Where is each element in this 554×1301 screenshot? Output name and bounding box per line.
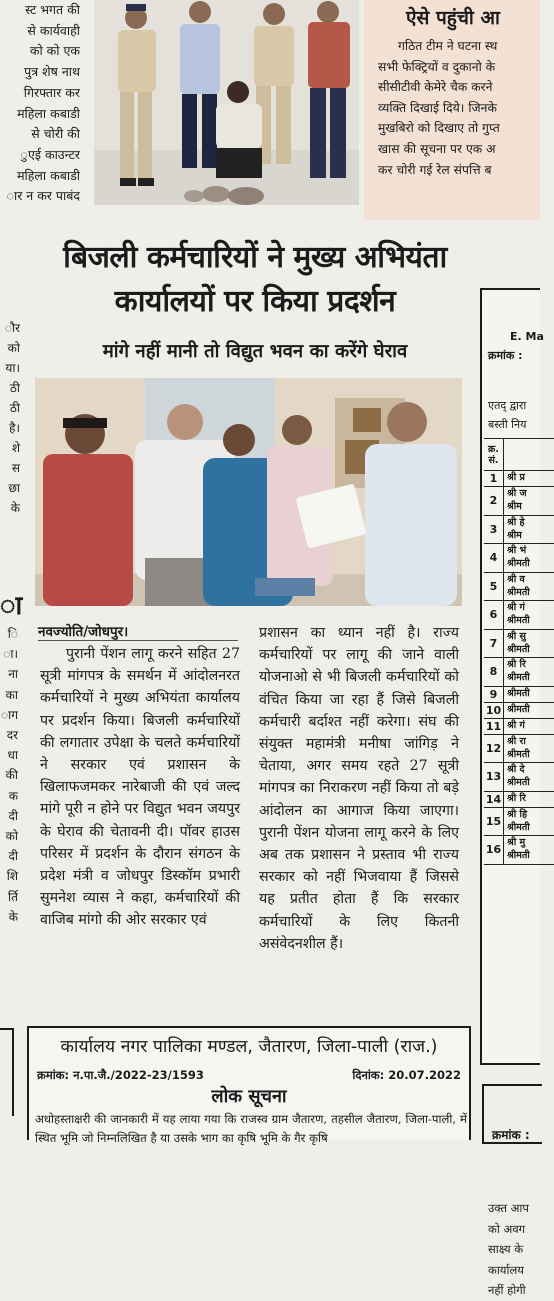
- article-column-1: पुरानी पेंशन लागू करने सहित 27 सूत्री मांगपत्र के समर्थन में आंदोलनरत कर्मचारियों ने मुख्य अभियंता कार्यालय पर प्रदर्शन किया। बिजली कर्मचारियों की लगातार उपेक्षा के चलते कर्मचारियों ने सरकार एवं प्रशासन के खिलाफजमकर नारेबाजी की एवं जल्द मांगे पूरी न होने पर विद्युत भवन जयपुर के घेराव की चेतावनी दी। पॉवर हाउस परिसर में प्रदर्शन के दौरान संगठन के प्रदेश मंत्री व जोधपुर डिस्कॉम प्रभारी सुमनेश व्यास ने कहा, कर्मचारियों की वाजिब मांगो की ओर सरकार एवं: [40, 646, 240, 929]
- row-name: श्री मु श्रीमती: [507, 837, 530, 861]
- right-notice-table: [484, 438, 554, 865]
- right-notice-fragment: [480, 288, 544, 1297]
- text-line: नहीं होगी: [488, 1283, 526, 1297]
- text-line: शे: [11, 441, 20, 455]
- table-row: [484, 763, 554, 792]
- right-notice-intro-1: एतद् द्वारा: [488, 399, 527, 412]
- row-serial: 4: [484, 544, 504, 572]
- text-line: ा।: [3, 647, 18, 662]
- text-line: खास की सूचना पर एक अ: [378, 141, 496, 156]
- row-name: श्रीमती: [507, 687, 530, 699]
- text-line: दी: [8, 808, 18, 823]
- table-row: [484, 601, 554, 630]
- text-line: को: [5, 829, 18, 844]
- bottom-right-notice-fragment: [482, 1084, 542, 1144]
- headline-line-1: बिजली कर्मचारियों ने मुख्य अभियंता: [63, 240, 447, 275]
- text-line: शि: [6, 869, 18, 884]
- text-line: या।: [5, 361, 20, 375]
- top-left-article-fragment: [0, 0, 80, 205]
- row-serial: 11: [484, 719, 504, 734]
- byline-rule: [38, 640, 238, 641]
- text-line: महिला कबाडी: [17, 167, 80, 183]
- row-name: श्री प्र: [507, 472, 525, 483]
- table-header-serial: क्र. सं.: [484, 439, 504, 470]
- text-line: की: [5, 768, 18, 783]
- text-line: सभी फेक्ट्रियों व दुकानो के: [378, 59, 496, 74]
- table-row: [484, 792, 554, 808]
- text-line: कार्यालय: [488, 1262, 524, 1277]
- table-row: [484, 703, 554, 719]
- row-name: श्री रि: [507, 792, 526, 804]
- row-serial: 9: [484, 687, 504, 702]
- text-line: गठित टीम ने घटना स्थ: [398, 39, 498, 53]
- row-serial: 7: [484, 630, 504, 658]
- row-name: श्री व श्रीमती: [507, 573, 530, 598]
- table-row: [484, 687, 554, 703]
- article-headline: [30, 236, 480, 324]
- text-line: महिला कबाडी: [17, 105, 80, 121]
- text-line: को को एक: [29, 43, 80, 59]
- top-right-heading: ऐसे पहुंची आ: [406, 7, 500, 29]
- row-serial: 3: [484, 516, 504, 544]
- table-row: [484, 658, 554, 687]
- text-line: ठी: [9, 381, 20, 395]
- row-name: श्री रि श्रीमती: [507, 659, 530, 683]
- row-serial: 2: [484, 487, 504, 515]
- table-row: [484, 735, 554, 764]
- bottom-left-box-fragment: [0, 1028, 14, 1116]
- table-row: [484, 808, 554, 837]
- text-line: छा: [8, 481, 20, 495]
- notice-date: दिनांक: 20.07.2022: [352, 1068, 461, 1082]
- text-line: साक्ष्य के: [488, 1242, 524, 1256]
- text-line: ुएई काउन्टर: [20, 146, 80, 162]
- table-header-row: [484, 439, 554, 471]
- text-line: का: [5, 687, 18, 702]
- table-row: [484, 516, 554, 545]
- text-line: को अवग: [488, 1221, 526, 1236]
- row-serial: 13: [484, 763, 504, 791]
- text-line: से चोरी की: [31, 126, 80, 142]
- text-line: पुत्र शेष नाथ: [24, 64, 80, 80]
- row-name: श्री सु श्रीमती: [507, 630, 530, 655]
- right-notice-ref: क्रमांक :: [488, 349, 523, 362]
- text-line: को: [7, 341, 20, 355]
- headline-line-2: कार्यालयों पर किया प्रदर्शन: [114, 284, 396, 319]
- text-line: र्ति: [8, 889, 18, 904]
- top-right-article-box: [364, 0, 540, 220]
- table-row: [484, 630, 554, 659]
- table-row: [484, 836, 554, 865]
- text-line: ना: [8, 667, 18, 682]
- row-serial: 6: [484, 601, 504, 629]
- municipal-public-notice: [27, 1026, 471, 1145]
- police-arrest-illustration: [94, 0, 359, 205]
- text-line: दर: [6, 728, 18, 743]
- text-line: ौर: [4, 321, 20, 335]
- text-line: ाग: [1, 707, 18, 722]
- left-column-fragment-lower: [0, 588, 23, 927]
- text-line: मुखबिरो को दिखाए तो गुप्त: [378, 121, 500, 136]
- row-serial: 5: [484, 573, 504, 601]
- text-line: है।: [9, 421, 20, 435]
- text-line: के: [8, 909, 18, 924]
- text-line: सीसीटीवी केमेरे चैक करने: [378, 80, 493, 95]
- row-name: श्री गं श्रीमती: [507, 602, 530, 626]
- row-name: श्री ज श्रीम: [507, 488, 527, 512]
- protest-memorandum-photo: [35, 378, 462, 606]
- article-byline: नवज्योति/जोधपुर।: [38, 624, 129, 640]
- right-notice-intro-2: बस्ती निय: [488, 418, 527, 431]
- row-name: श्री दे श्रीमती: [507, 764, 530, 788]
- bottom-right-ref: क्रमांक :: [492, 1128, 530, 1142]
- right-notice-footer: [488, 1198, 529, 1301]
- text-line: उक्त आप: [488, 1201, 529, 1215]
- notice-office-name: कार्यालय नगर पालिका मण्डल, जैतारण, जिला-पाली (राज.): [60, 1037, 438, 1057]
- table-row: [484, 471, 554, 487]
- text-line: गिरफ्तार कर: [23, 84, 80, 100]
- text-line: स्ट भगत की: [25, 2, 80, 17]
- row-serial: 16: [484, 836, 504, 864]
- row-serial: 1: [484, 471, 504, 486]
- text-line: ठी: [9, 401, 20, 415]
- left-column-fragment: [0, 318, 20, 518]
- text-line: के: [10, 501, 20, 515]
- text-line: कर चोरी गई रेल संपत्ति ब: [378, 162, 492, 177]
- row-name: श्री गं: [507, 719, 525, 731]
- text-line: ि: [7, 627, 18, 641]
- article-column-2: प्रशासन का ध्यान नहीं है। राज्य कर्मचारियों पर लागू की जाने वाली योजनाओ से भी बिजली कर्मचारियों को वंचित किया जा रहा हैं जिसे बिजली कर्मचारी बर्दाश्त नहीं करेगा। संघ की संयुक्त महामंत्री मनीषा जांगिड़ ने चेताया, अगर समय रहते 27 सूत्री मांगपत्र का निराकरण नहीं किया तो बड़े आंदोलन का आगाज किया जाएगा। पुरानी पेंशन योजना लागू करने के लिए अब तक प्रशासन ने प्रस्ताव भी राज्य सरकार को नहीं भिजवाया हैं जिससे यह प्रतीत होता हैं कि सरकार कर्मचारियों के लिए कितनी असंवेदनशील हैं।: [259, 625, 459, 952]
- notice-body: अधोहस्ताक्षरी की जानकारी में यह लाया गया कि राजस्व ग्राम जैतारण, तहसील जैतारण, जिला-पाली, में स्थित भूमि जो निम्नलिखित है या उसके भाग का कृषि भूमि के गैर कृषि: [35, 1112, 467, 1145]
- text-line: स: [11, 461, 20, 475]
- row-name: श्री हि श्रीमती: [507, 808, 530, 833]
- table-header-name: [504, 439, 554, 470]
- row-serial: 12: [484, 735, 504, 763]
- notice-title: लोक सूचना: [211, 1086, 287, 1107]
- text-line: दी: [8, 849, 18, 864]
- article-subheadline: मांगे नहीं मानी तो विद्युत भवन का करेंगे घेराव: [102, 341, 408, 362]
- table-row: [484, 487, 554, 516]
- left-fragment-big-letter: ा: [0, 591, 23, 621]
- text-line: धा: [7, 748, 18, 763]
- row-serial: 15: [484, 808, 504, 836]
- table-row: [484, 544, 554, 573]
- row-name: श्री भं श्रीमती: [507, 545, 530, 569]
- row-name: श्रीमती: [507, 703, 530, 715]
- text-line: ार न कर पाबंद: [6, 188, 80, 204]
- row-serial: 8: [484, 658, 504, 686]
- text-line: व्यक्ति दिखाई दिये। जिनके: [378, 100, 497, 115]
- memorandum-handover-illustration: [35, 378, 462, 606]
- row-serial: 10: [484, 703, 504, 718]
- right-notice-title: E. Ma: [510, 330, 544, 343]
- text-line: से कार्यवाही: [27, 22, 80, 38]
- row-name: श्री हे श्रीम: [507, 516, 525, 541]
- row-name: श्री रा श्रीमती: [507, 735, 530, 760]
- police-arrest-photo: [94, 0, 359, 205]
- notice-reference: क्रमांक: न.पा.जै./2022-23/1593: [37, 1068, 204, 1082]
- text-line: क: [8, 788, 18, 803]
- table-row: [484, 573, 554, 602]
- table-row: [484, 719, 554, 735]
- row-serial: 14: [484, 792, 504, 807]
